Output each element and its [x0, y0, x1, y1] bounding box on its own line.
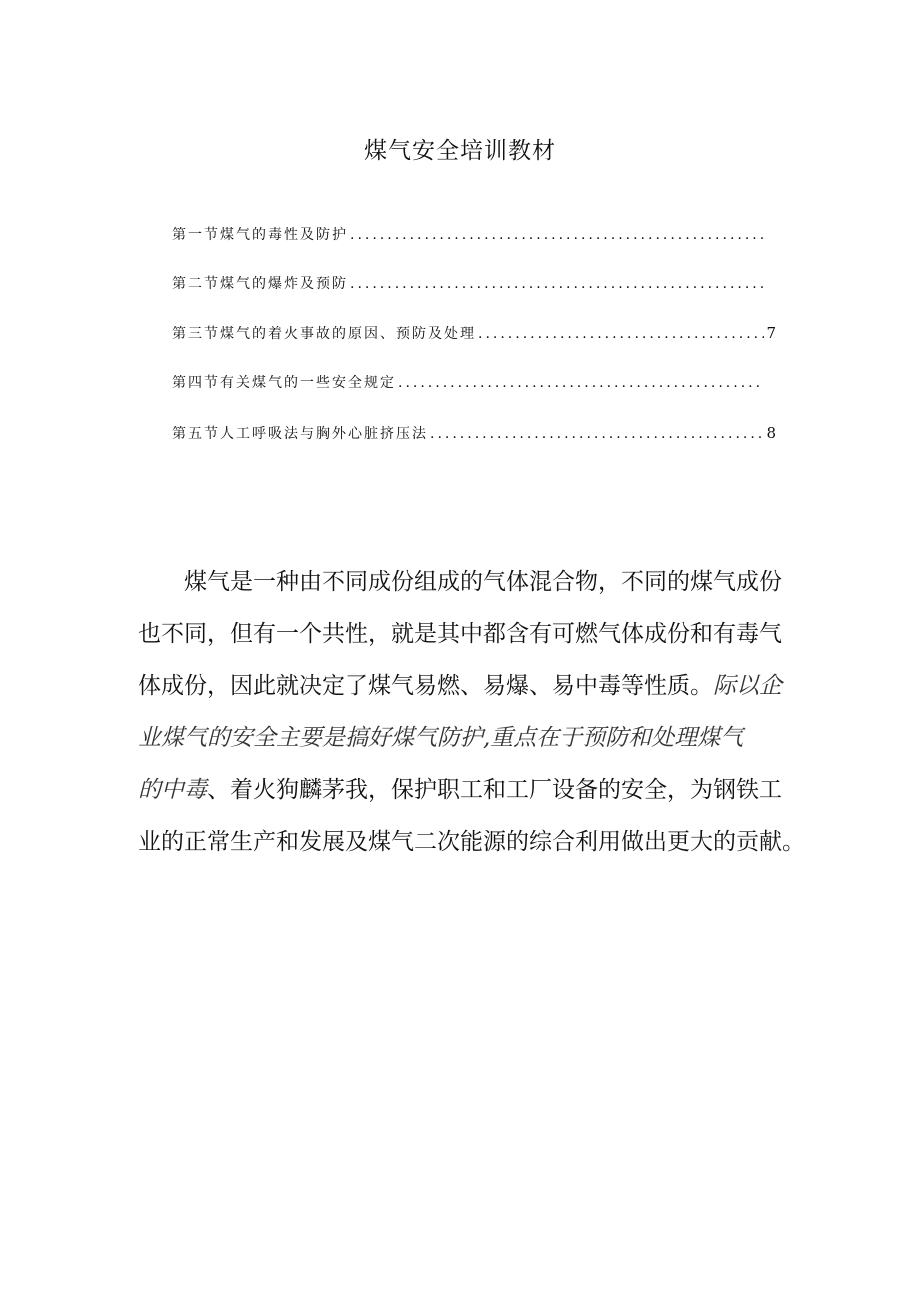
paragraph-line: 也不同，但有一个共性，就是其中都含有可燃气体成份和有毒气 [138, 621, 782, 647]
paragraph-line: 业煤气的安全主要是搞好煤气防护,重点在于预防和处理煤气 [138, 725, 744, 751]
paragraph-line [138, 764, 798, 816]
toc-entry[interactable] [172, 224, 776, 246]
toc-entry[interactable] [172, 273, 776, 295]
paragraph-text: 体成份，因此就决定了煤气易燃、易爆、易中毒等性质。 [138, 673, 713, 699]
page-title: 煤气安全培训教材 [364, 138, 556, 164]
toc-entry-label: 第三节煤气的着火事故的原因、预防及处理 [172, 326, 476, 342]
toc-entry[interactable] [172, 422, 776, 444]
toc-entry-label: 第二节煤气的爆炸及预防 [172, 276, 348, 292]
toc-entry-label: 第五节人工呼吸法与胸外心脏挤压法 [172, 426, 428, 442]
toc-entry-label: 第一节煤气的毒性及防护 [172, 227, 348, 243]
paragraph-line [138, 660, 798, 712]
toc-entry-label: 第四节有关煤气的一些安全规定 [172, 375, 396, 391]
toc-page-number: 7 [766, 324, 776, 342]
toc-entry[interactable] [172, 372, 776, 394]
toc-entry[interactable] [172, 322, 776, 344]
italic-text: 际以企 [713, 673, 782, 699]
toc-dot-leader [430, 423, 764, 445]
italic-text: 的中毒 [138, 777, 207, 803]
paragraph-line: 煤气是一种由不同成份组成的气体混合物，不同的煤气成份 [184, 569, 782, 595]
paragraph-line: 业的正常生产和发展及煤气二次能源的综合利用做出更大的贡献。 [138, 829, 805, 855]
toc-page-number: 8 [766, 424, 776, 442]
toc-dot-leader [398, 372, 764, 394]
body-paragraph [138, 556, 805, 868]
toc-dot-leader [350, 273, 764, 295]
paragraph-text: 、着火狗麟茅我，保护职工和工厂设备的安全，为钢铁工 [207, 777, 782, 803]
toc-dot-leader [478, 323, 764, 345]
toc-dot-leader [350, 224, 764, 246]
